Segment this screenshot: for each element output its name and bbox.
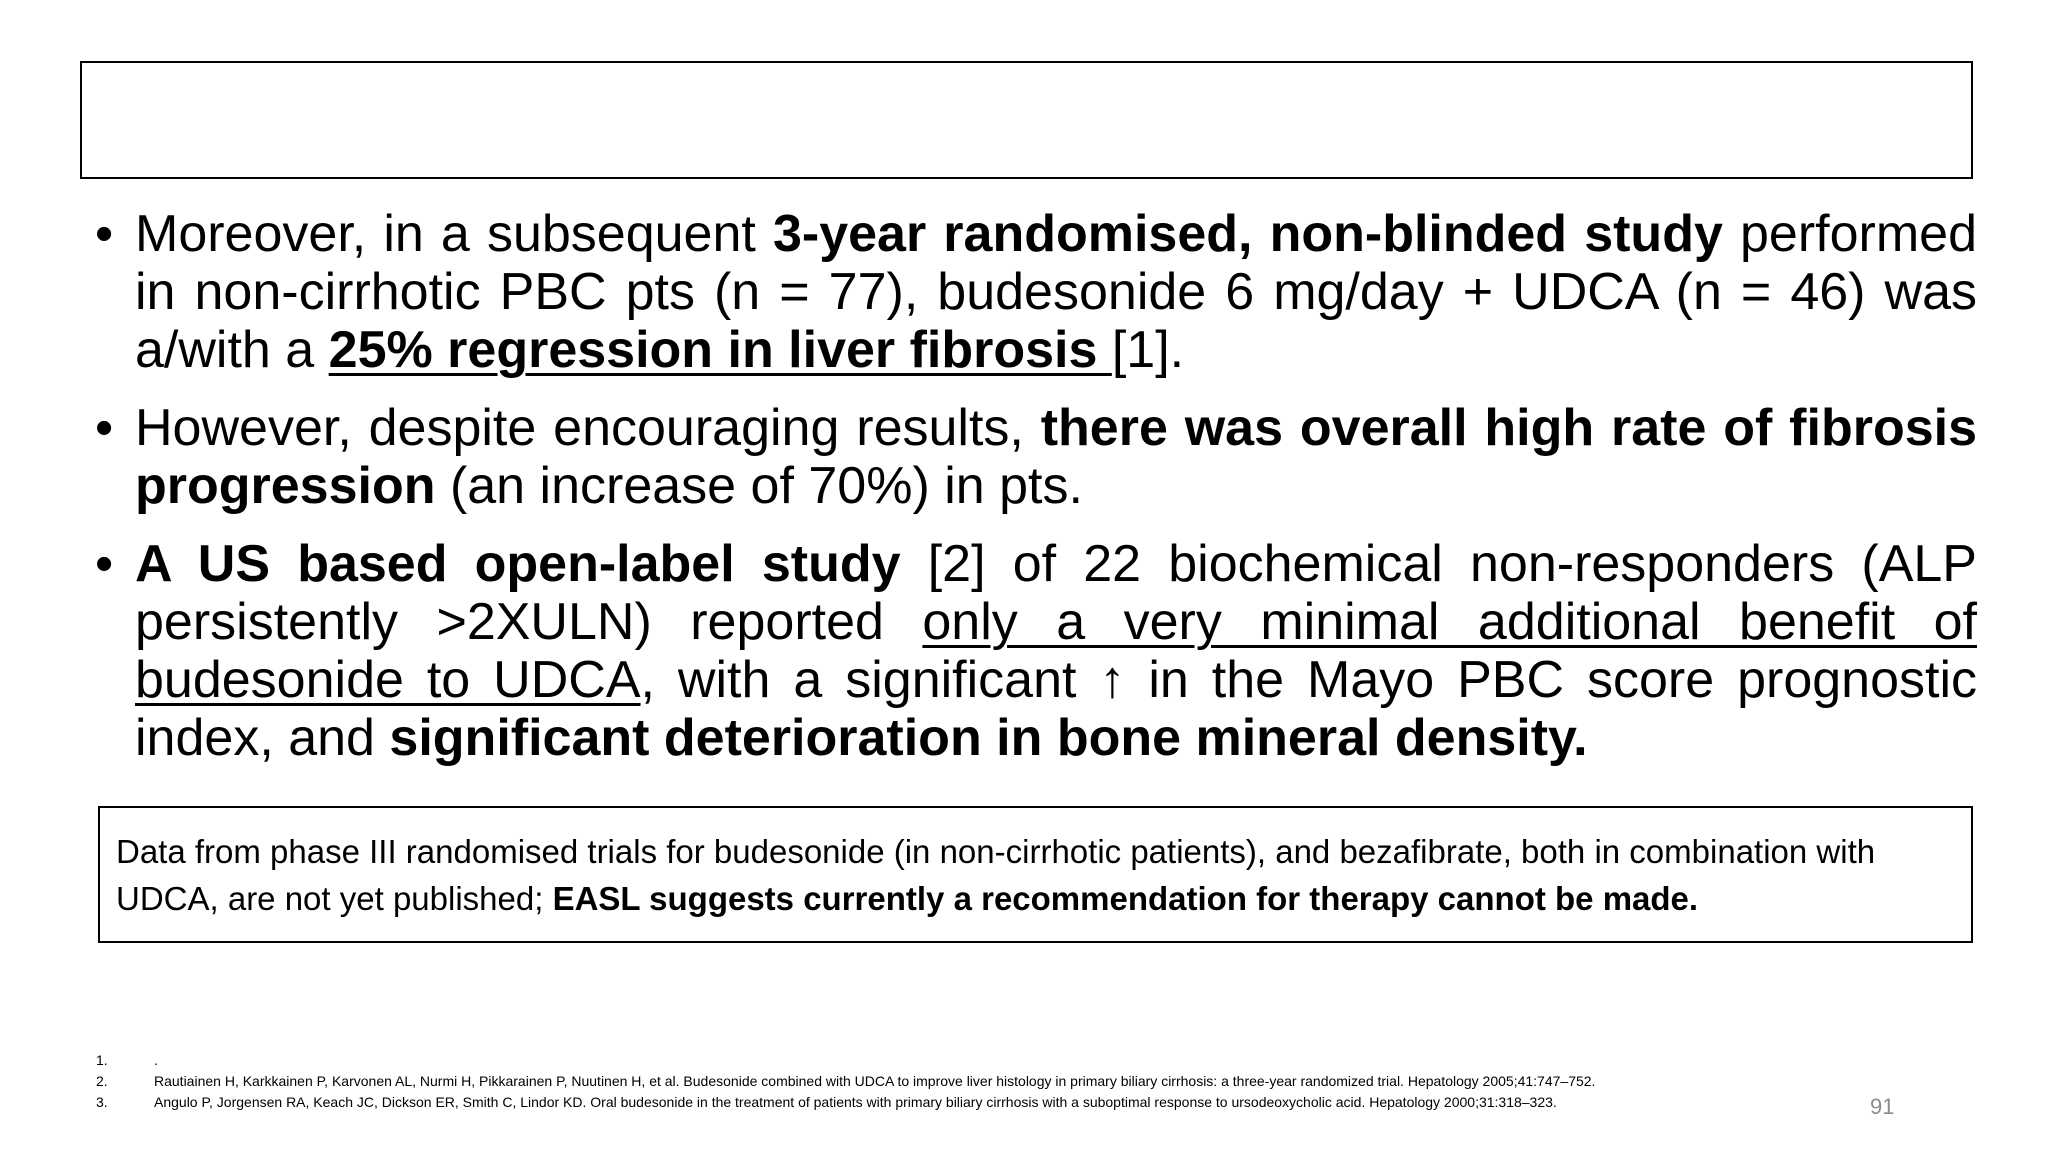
reference-text: Rautiainen H, Karkkainen P, Karvonen AL, Nurmi H, Pikkarainen P, Nuutinen H, et al. Budesonide combined with UDCA to improve liver histology in primary biliary cirrhosis: a three-year randomized trial. Hepatology 2005;41:747–752. bbox=[154, 1073, 1596, 1089]
summary-text: Data from phase III randomised trials for budesonide (in non-cirrhotic patients), and bezafibrate, both in combination with UDCA, are not yet published; bbox=[116, 833, 1876, 917]
reference-text: Angulo P, Jorgensen RA, Keach JC, Dickson ER, Smith C, Lindor KD. Oral budesonide in the treatment of patients with primary biliary cirrhosis with a suboptimal response to ursodeoxycholic acid. Hepatology 2000;31:318–323. bbox=[154, 1094, 1557, 1110]
bullet-dot-icon: • bbox=[95, 399, 114, 457]
reference-number: 3. bbox=[96, 1094, 108, 1110]
reference-item bbox=[96, 1071, 1846, 1092]
page-number: 91 bbox=[1870, 1094, 1895, 1119]
bullet-list bbox=[95, 205, 1977, 787]
bullet-2-text: However, despite encouraging results, bbox=[135, 399, 1041, 457]
reference-text: . bbox=[154, 1052, 158, 1068]
bullet-3-underline: only a very minimal additional benefit of budesonide to UDCA bbox=[135, 593, 1977, 709]
title-placeholder-box bbox=[80, 61, 1973, 179]
bullet-3-text: [2] of 22 biochemical non-responders (ALP persistently >2XULN) reported bbox=[135, 535, 1977, 651]
summary-box bbox=[98, 806, 1973, 943]
bullet-dot-icon: • bbox=[95, 535, 114, 593]
bullet-item-2 bbox=[95, 399, 1977, 515]
bullet-item-3 bbox=[95, 535, 1977, 767]
bullet-1-text: Moreover, in a subsequent bbox=[135, 205, 773, 263]
summary-bold-text: EASL suggests currently a recommendation for therapy cannot be made. bbox=[552, 880, 1699, 917]
bullet-1-text-2: performed in non-cirrhotic PBC pts (n = 77), budesonide 6 mg/day + UDCA (n = 46) was a/with a bbox=[135, 205, 1977, 379]
bullet-3-bold-2: significant deterioration in bone mineral density. bbox=[389, 709, 1588, 767]
references bbox=[96, 1050, 1846, 1113]
bullet-3-bold: A US based open-label study bbox=[135, 535, 901, 593]
bullet-1-bold: 3-year randomised, non-blinded study bbox=[772, 205, 1723, 263]
reference-number: 1. bbox=[96, 1052, 108, 1068]
bullet-dot-icon: • bbox=[95, 205, 114, 263]
bullet-3-text-2: , with a significant ↑ in the Mayo PBC score prognostic index, and bbox=[135, 651, 1978, 767]
reference-item bbox=[96, 1092, 1846, 1113]
bullet-2-bold: there was overall high rate of fibrosis progression bbox=[135, 399, 1978, 515]
bullet-1-bold-underline: 25% regression in liver fibrosis bbox=[328, 321, 1112, 379]
bullet-item-1 bbox=[95, 205, 1977, 379]
bullet-1-citation: [1]. bbox=[1111, 321, 1185, 379]
reference-number: 2. bbox=[96, 1073, 108, 1089]
bullet-2-text-2: (an increase of 70%) in pts. bbox=[435, 457, 1083, 515]
reference-item bbox=[96, 1050, 1846, 1071]
